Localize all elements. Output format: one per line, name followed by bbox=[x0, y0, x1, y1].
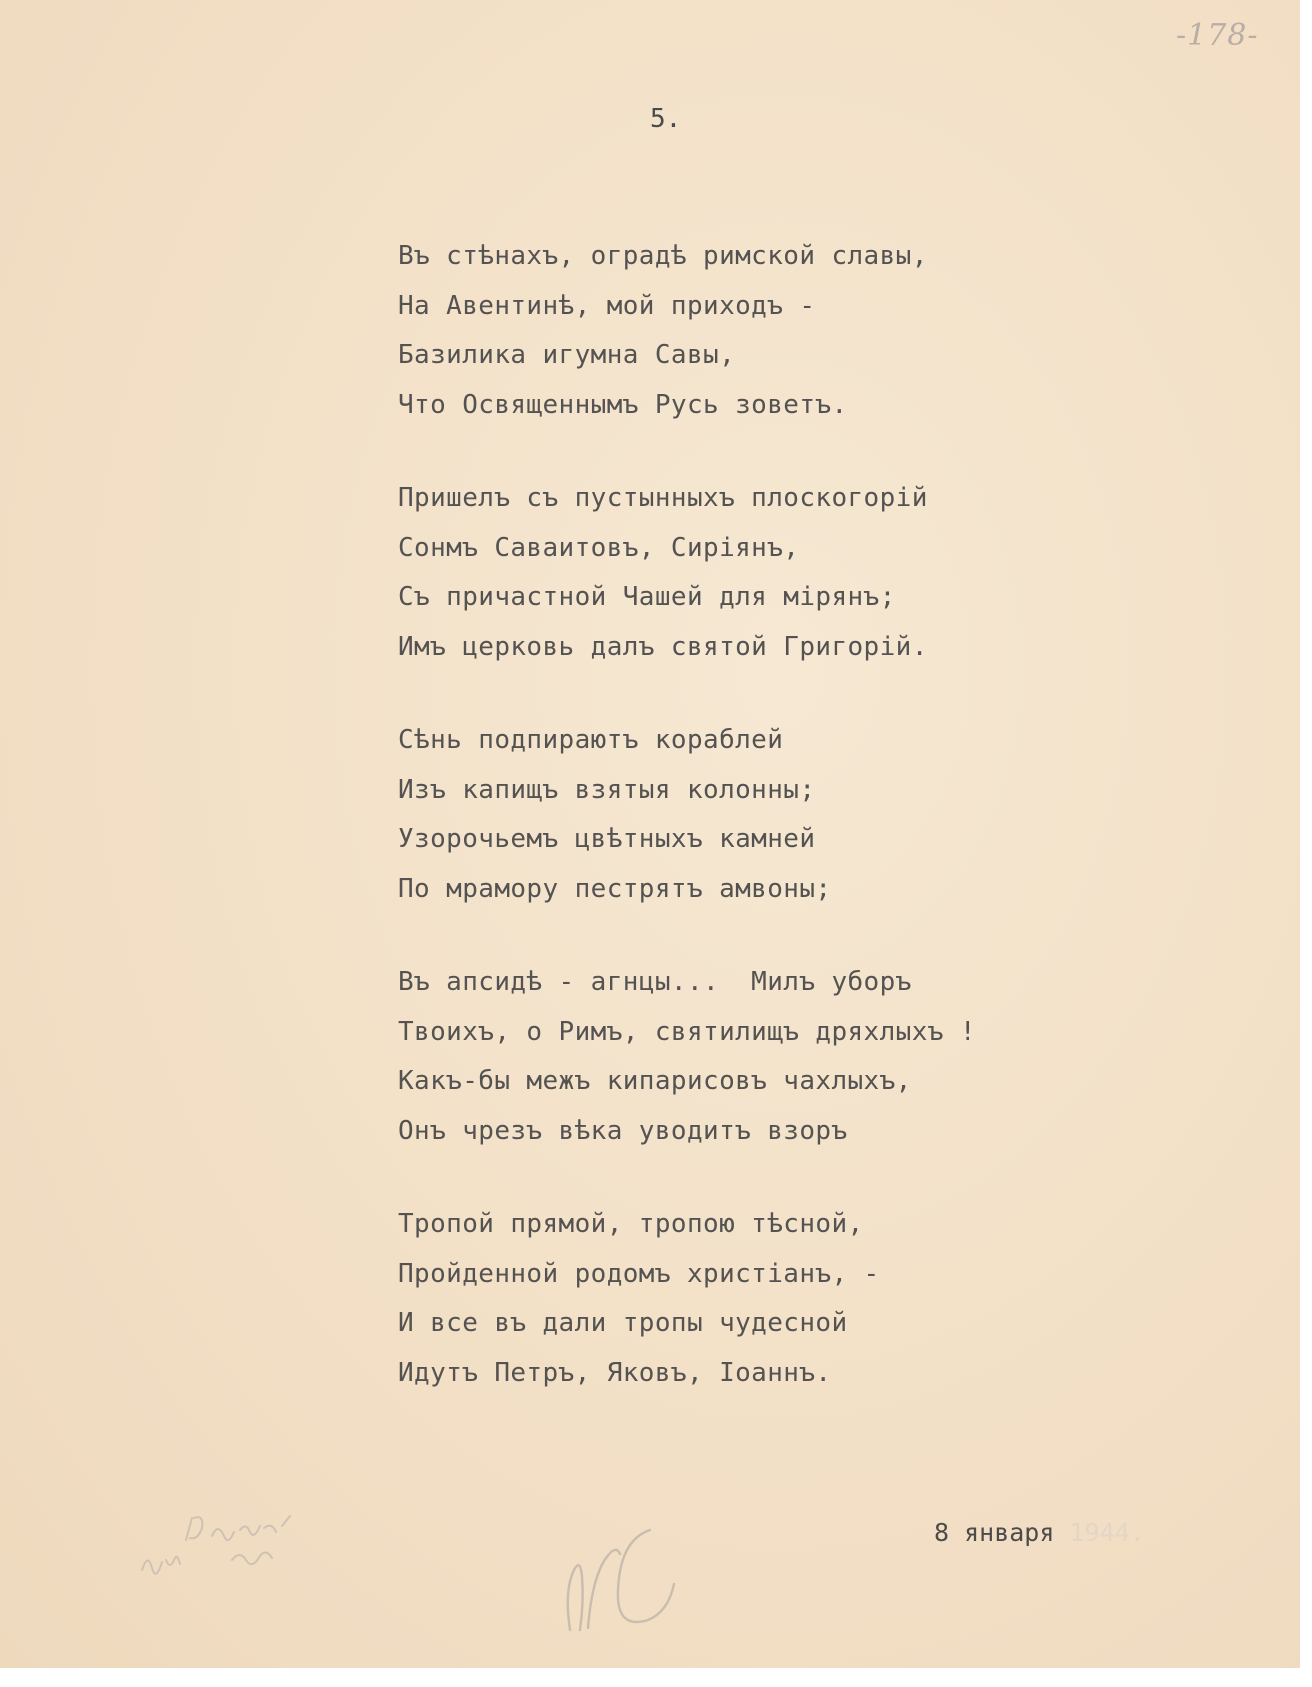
poem-line: Изъ капищъ взятыя колонны; bbox=[398, 774, 816, 805]
date-text: 8 января bbox=[934, 1518, 1070, 1547]
poem-line: По мрамору пестрятъ амвоны; bbox=[398, 873, 832, 904]
pencil-annotation-icon bbox=[132, 1500, 332, 1610]
poem-line: Твоихъ, о Римъ, святилищъ дряхлыхъ ! bbox=[398, 1016, 976, 1047]
archive-page-number: -178- bbox=[1176, 18, 1259, 53]
poem-line: Пришелъ съ пустынныхъ плоскогорій bbox=[398, 483, 928, 513]
poem-line: Въ стѣнахъ, оградѣ римской славы, bbox=[398, 241, 928, 271]
poem-line: Пройденной родомъ христіанъ, - bbox=[398, 1258, 880, 1289]
stanza-3 bbox=[398, 716, 1018, 914]
poem-date bbox=[934, 1518, 1145, 1547]
poem-line: Узорочьемъ цвѣтныхъ камней bbox=[398, 824, 816, 854]
stanza-2 bbox=[398, 474, 1018, 672]
stanza-4 bbox=[398, 958, 1018, 1156]
poem-line: Онъ чрезъ вѣка уводитъ взоръ bbox=[398, 1115, 848, 1146]
poem-line: Имъ церковь далъ святой Григорій. bbox=[398, 631, 928, 662]
date-year: 1944. bbox=[1069, 1518, 1145, 1547]
poem-line: Сѣнь подпираютъ кораблей bbox=[398, 725, 784, 755]
poem-line: Сонмъ Саваитовъ, Сиріянъ, bbox=[398, 532, 800, 563]
poem-line: Въ апсидѣ - агнцы... Милъ уборъ bbox=[398, 967, 912, 997]
stanza-5 bbox=[398, 1200, 1018, 1398]
poem-number: 5. bbox=[650, 104, 682, 134]
poem-line: Какъ-бы межъ кипарисовъ чахлыхъ, bbox=[398, 1066, 912, 1096]
poem-line: На Авентинѣ, мой приходъ - bbox=[398, 290, 816, 321]
poem-line: Базилика игумна Савы, bbox=[398, 340, 736, 370]
pencil-signature-icon bbox=[540, 1500, 700, 1650]
poem-line: И все въ дали тропы чудесной bbox=[398, 1308, 848, 1338]
poem-line: Идутъ Петръ, Яковъ, Іоаннъ. bbox=[398, 1357, 832, 1388]
poem-line: Что Освященнымъ Русь зоветъ. bbox=[398, 389, 848, 420]
poem-body bbox=[398, 232, 1018, 1442]
poem-line: Тропой прямой, тропою тѣсной, bbox=[398, 1209, 864, 1239]
stanza-1 bbox=[398, 232, 1018, 430]
poem-line: Съ причастной Чашей для мірянъ; bbox=[398, 582, 896, 612]
